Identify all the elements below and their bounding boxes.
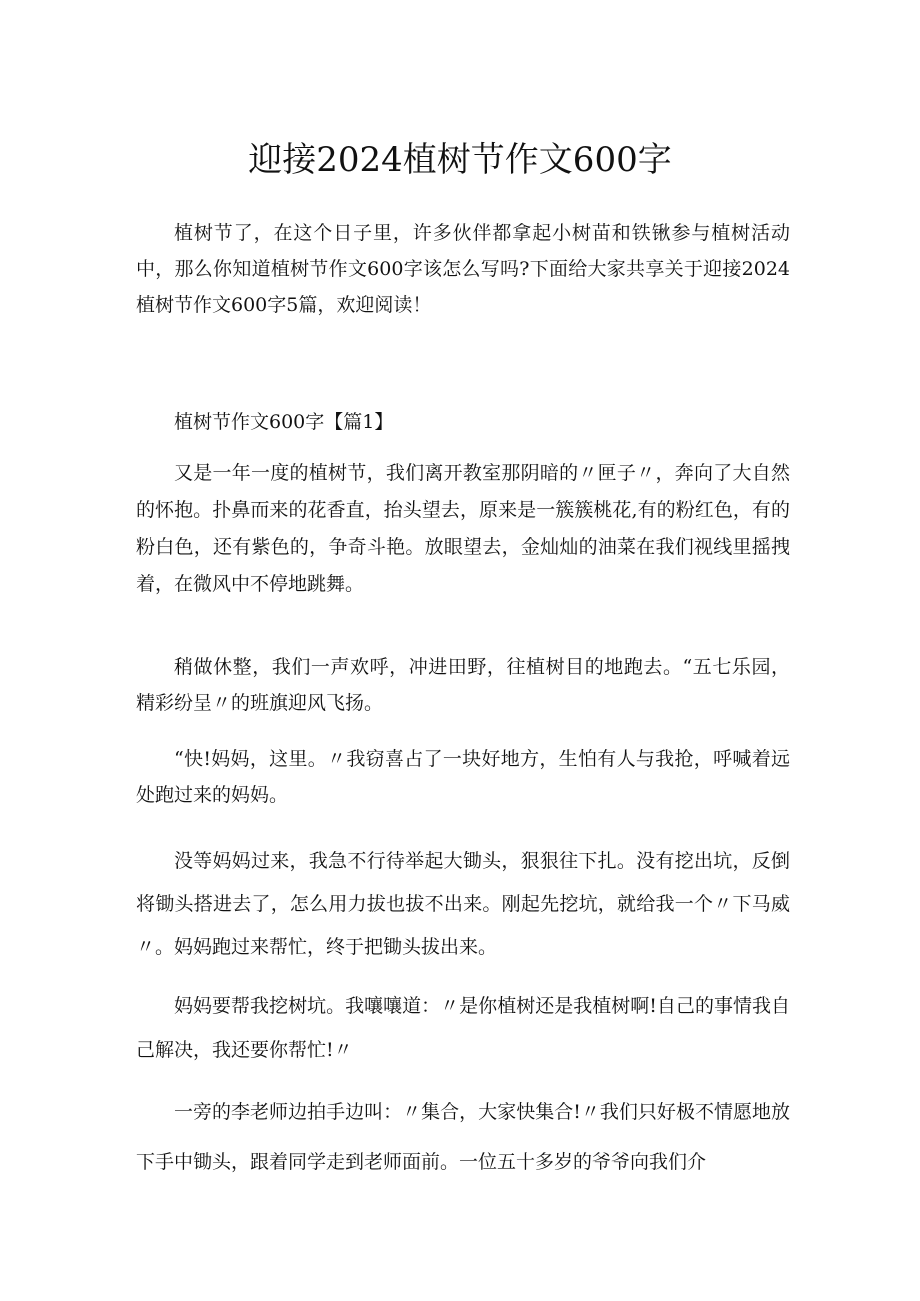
document-title: 迎接2024植树节作文600字	[248, 140, 672, 180]
body-paragraph-2: 稍做休整，我们一声欢呼，冲进田野，往植树目的地跑去。“五七乐园，精彩纷呈〃的班旗迎风飞扬。	[136, 656, 790, 714]
body-paragraph-3: “快!妈妈，这里。〃我窃喜占了一块好地方，生怕有人与我抢，呼喊着远处跑过来的妈妈。	[136, 748, 790, 806]
intro-paragraph: 植树节了，在这个日子里，许多伙伴都拿起小树苗和铁锹参与植树活动中，那么你知道植树节作文600字该怎么写吗?下面给大家共享关于迎接2024植树节作文600字5篇，欢迎阅读！	[136, 222, 790, 316]
body-paragraph-4: 没等妈妈过来，我急不行待举起大锄头，狠狠往下扎。没有挖出坑，反倒将锄头搭进去了，怎么用力拔也拔不出来。刚起先挖坑，就给我一个〃下马威〃。妈妈跑过来帮忙，终于把锄头拔出来。	[136, 850, 790, 958]
body-paragraph-6: 一旁的李老师边拍手边叫：〃集合，大家快集合!〃我们只好极不情愿地放下手中锄头，跟着同学走到老师面前。一位五十多岁的爷爷向我们介	[136, 1101, 790, 1173]
body-paragraph-1: 又是一年一度的植树节，我们离开教室那阴暗的〃匣子〃，奔向了大自然的怀抱。扑鼻而来的花香直，抬头望去，原来是一簇簇桃花,有的粉红色，有的粉白色，还有紫色的，争奇斗艳。放眼望去，金灿灿的油菜在我们视线里摇拽着，在微风中不停地跳舞。	[136, 462, 790, 595]
section-heading: 植树节作文600字【篇1】	[174, 411, 394, 433]
body-paragraph-5: 妈妈要帮我挖树坑。我嚷嚷道：〃是你植树还是我植树啊!自己的事情我自己解决，我还要你帮忙!〃	[136, 995, 790, 1061]
